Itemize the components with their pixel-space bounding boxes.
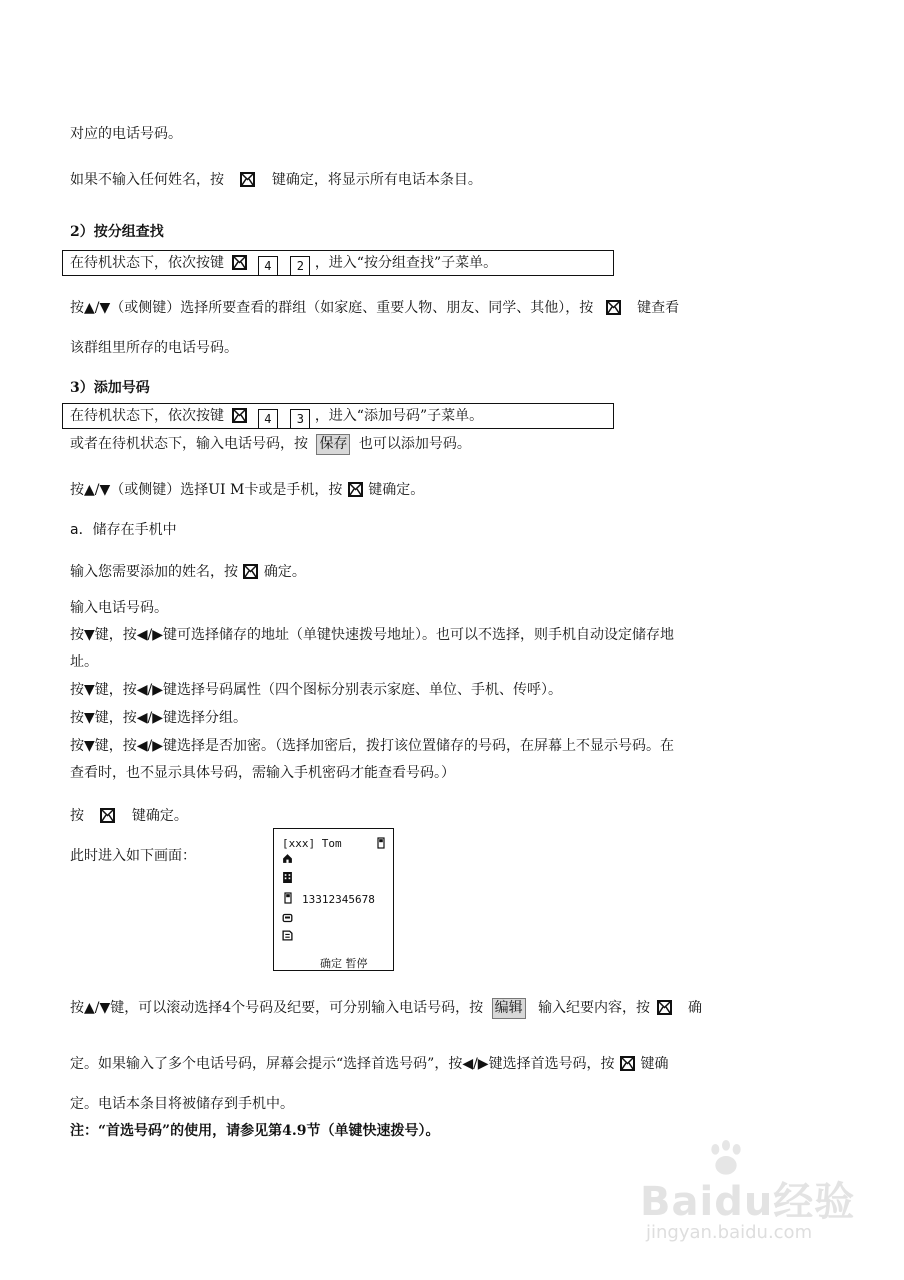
text-segment: 或者在待机状态下，输入电话号码，按 bbox=[70, 436, 308, 452]
text-line-2 bbox=[70, 170, 482, 190]
phone-softkeys-text: 确定 暂停 bbox=[320, 957, 368, 970]
building-icon bbox=[282, 872, 293, 883]
text-line-6 bbox=[70, 480, 424, 500]
instruction-line-add-number bbox=[70, 406, 483, 429]
text-line-14: 查看时，也不显示具体号码，需输入手机密码才能查看号码。） bbox=[70, 765, 455, 781]
section-heading-store-in-phone: a．储存在手机中 bbox=[70, 522, 177, 538]
text-segment: 输入纪要内容，按 bbox=[538, 1000, 651, 1016]
text-segment: ，进入“按分组查找”子菜单。 bbox=[314, 255, 498, 271]
text-line-9: 按▼键，按◀/▶键可选择储存的地址（单键快速拨号地址）。也可以不选择，则手机自动设定储存地 bbox=[70, 627, 675, 643]
text-segment: 也可以添加号码。 bbox=[358, 436, 471, 452]
envelope-key-icon bbox=[657, 1000, 672, 1015]
key-2: 2 bbox=[290, 256, 310, 276]
text-line-3 bbox=[70, 298, 679, 318]
text-segment: 键查看 bbox=[637, 300, 680, 316]
text-line-1: 对应的电话号码。 bbox=[70, 126, 182, 142]
mobile-phone-icon bbox=[284, 892, 292, 904]
text-line-16: 此时进入如下画面： bbox=[70, 848, 196, 864]
phone-number-row bbox=[302, 893, 375, 906]
text-segment: 输入您需要添加的姓名，按 bbox=[70, 564, 238, 580]
envelope-key-icon bbox=[243, 564, 258, 579]
phone-header bbox=[282, 837, 342, 850]
edit-softkey-label: 编辑 bbox=[492, 998, 526, 1019]
baidu-jingyan-watermark bbox=[640, 1140, 880, 1250]
text-line-5 bbox=[70, 434, 471, 455]
text-segment: 在待机状态下，依次按键 bbox=[70, 255, 224, 271]
key-4: 4 bbox=[258, 409, 278, 429]
text-segment: 按▲/▼（或侧键）选择所要查看的群组（如家庭、重要人物、朋友、同学、其他），按 bbox=[70, 300, 594, 316]
text-segment: 键确定。 bbox=[131, 808, 188, 824]
envelope-key-icon bbox=[348, 482, 363, 497]
envelope-key-icon bbox=[232, 255, 247, 270]
instruction-line-group-search bbox=[70, 253, 497, 276]
envelope-key-icon bbox=[232, 408, 247, 423]
text-line-4: 该群组里所存的电话号码。 bbox=[70, 340, 238, 356]
home-icon bbox=[282, 853, 293, 864]
text-segment: 在待机状态下，依次按键 bbox=[70, 408, 224, 424]
text-line-18 bbox=[70, 1054, 668, 1074]
text-line-12: 按▼键，按◀/▶键选择分组。 bbox=[70, 710, 248, 726]
section-heading-group-search: 2）按分组查找 bbox=[70, 224, 164, 240]
text-segment: 键确定。 bbox=[368, 482, 425, 498]
phone-screen-illustration bbox=[273, 828, 394, 971]
text-line-13: 按▼键，按◀/▶键选择是否加密。（选择加密后，拨打该位置储存的号码，在屏幕上不显示号码。在 bbox=[70, 738, 675, 754]
envelope-key-icon bbox=[240, 172, 255, 187]
mobile-phone-icon bbox=[377, 837, 385, 849]
text-line-8: 输入电话号码。 bbox=[70, 600, 168, 616]
text-line-7 bbox=[70, 562, 306, 582]
text-segment: 按▲/▼键，可以滚动选择4个号码及纪要，可分别输入电话号码，按 bbox=[70, 1000, 484, 1016]
envelope-key-icon bbox=[100, 808, 115, 823]
text-segment: 键确定，将显示所有电话本条目。 bbox=[271, 172, 482, 188]
text-segment: 按▲/▼（或侧键）选择UI M卡或是手机，按 bbox=[70, 482, 343, 498]
pager-icon bbox=[282, 913, 293, 923]
text-line-15 bbox=[70, 806, 188, 826]
text-segment: 确定。 bbox=[263, 564, 306, 580]
key-4: 4 bbox=[258, 256, 278, 276]
section-heading-add-number: 3）添加号码 bbox=[70, 380, 150, 396]
watermark-url: jingyan.baidu.com bbox=[646, 1222, 813, 1243]
text-line-11: 按▼键，按◀/▶键选择号码属性（四个图标分别表示家庭、单位、手机、传呼）。 bbox=[70, 682, 563, 698]
save-softkey-label: 保存 bbox=[316, 434, 350, 455]
phone-softkeys bbox=[320, 955, 368, 971]
text-segment: ，进入“添加号码”子菜单。 bbox=[314, 408, 484, 424]
phone-number: 13312345678 bbox=[302, 893, 375, 906]
envelope-key-icon bbox=[620, 1056, 635, 1071]
text-segment: 按 bbox=[70, 808, 84, 824]
envelope-key-icon bbox=[606, 300, 621, 315]
watermark-brand: Baidu经验 bbox=[640, 1179, 856, 1225]
text-segment: 键确 bbox=[640, 1056, 669, 1072]
text-line-19: 定。电话本条目将被储存到手机中。 bbox=[70, 1096, 294, 1112]
text-line-10: 址。 bbox=[70, 654, 98, 670]
note-line: 注：“首选号码”的使用，请参见第4.9节（单键快速拨号）。 bbox=[70, 1123, 440, 1139]
text-segment: 如果不输入任何姓名，按 bbox=[70, 172, 224, 188]
text-segment: 定。如果输入了多个电话号码，屏幕会提示“选择首选号码”，按◀/▶键选择首选号码，按 bbox=[70, 1056, 615, 1072]
key-3: 3 bbox=[290, 409, 310, 429]
text-line-17 bbox=[70, 998, 702, 1019]
memo-icon bbox=[282, 930, 293, 941]
phone-header-text: [xxx] Tom bbox=[282, 837, 342, 850]
text-segment: 确 bbox=[687, 1000, 702, 1016]
